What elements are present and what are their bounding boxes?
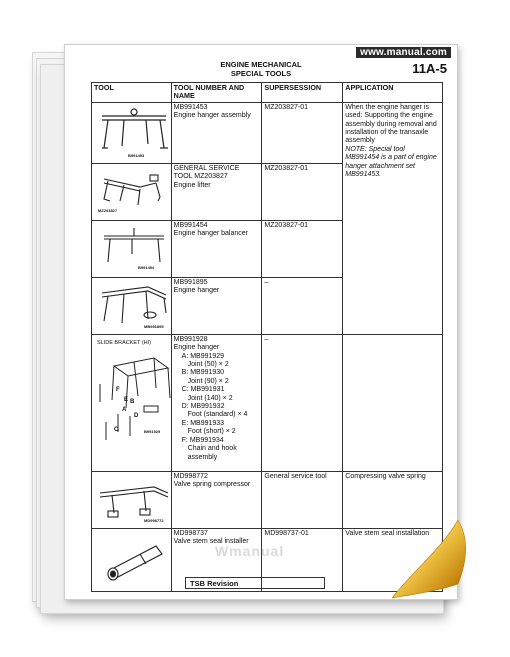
- tool-number: MB991454: [173, 221, 208, 229]
- figure-caption: SLIDE BRACKET (HI): [97, 339, 151, 346]
- tool-illustration: [92, 334, 172, 471]
- part-code: E: MB991933: [181, 419, 225, 427]
- tool-name: Engine hanger: [173, 287, 220, 295]
- part-desc: Joint (50) × 2: [187, 361, 229, 369]
- column-header-supersession: SUPERSESSION: [262, 83, 343, 103]
- manual-page: [64, 44, 458, 600]
- figure-label: B991929: [144, 428, 161, 434]
- tool-name: Engine hanger assembly: [173, 112, 251, 120]
- section-title: ENGINE MECHANICAL: [220, 60, 302, 69]
- tool-illustration: [92, 528, 172, 591]
- tool-illustration: [92, 163, 172, 220]
- site-watermark: www.manual.com: [356, 47, 451, 58]
- supersession-cell: MZ203827-01: [262, 163, 343, 220]
- tool-name: Engine hanger balancer: [173, 230, 248, 238]
- valve-stem-seal-installer-drawing: [94, 530, 174, 590]
- part-desc: Joint (90) × 2: [187, 377, 229, 385]
- part-code: F: MB991934: [181, 436, 224, 444]
- tool-number: MD998772: [173, 472, 208, 480]
- part-letter: C: [114, 426, 119, 433]
- tool-number: TOOL MZ203827: [173, 173, 228, 181]
- supersession-cell: General service tool: [262, 471, 343, 528]
- tool-number-cell: [171, 220, 262, 277]
- tool-number: MD998737: [173, 529, 208, 537]
- figure-label: MB991895: [144, 323, 164, 329]
- application-note: NOTE: Special tool MB991454 is a part of engine hanger attachment set MB991453.: [345, 145, 437, 179]
- table-row: [92, 471, 443, 528]
- figure-label: B991453: [128, 152, 145, 158]
- application-cell: [343, 334, 443, 471]
- tool-number-cell: [171, 471, 262, 528]
- tool-number: MB991928: [173, 335, 208, 343]
- center-watermark: Wmanual: [215, 543, 285, 559]
- tool-number-cell: [171, 102, 262, 163]
- figure-label: B991454: [138, 264, 155, 270]
- column-header-tool: TOOL: [92, 83, 172, 103]
- supersession-cell: –: [262, 334, 343, 471]
- part-code: B: MB991930: [181, 369, 225, 377]
- tool-name: Engine lifter: [173, 181, 211, 189]
- tool-name: Engine hanger: [173, 344, 220, 352]
- part-desc: Foot (short) × 2: [187, 428, 236, 436]
- column-header-application: APPLICATION: [343, 83, 443, 103]
- figure-label: MD998772: [144, 517, 164, 523]
- tool-illustration: [92, 277, 172, 334]
- application-cell: [343, 102, 443, 334]
- column-header-number: TOOL NUMBER AND NAME: [171, 83, 262, 103]
- part-letter: E: [124, 396, 129, 403]
- tool-number: GENERAL SERVICE: [173, 164, 240, 172]
- supersession-cell: MZ203827-01: [262, 102, 343, 163]
- table-row: [92, 102, 443, 163]
- page-number: 11A-5: [412, 61, 447, 76]
- part-desc: assembly: [187, 453, 218, 461]
- part-code: A: MB991929: [181, 352, 225, 360]
- supersession-cell: MD998737-01: [262, 528, 343, 591]
- part-letter: B: [130, 398, 135, 405]
- tool-number-cell: [171, 334, 262, 471]
- supersession-cell: –: [262, 277, 343, 334]
- part-letter: F: [116, 386, 120, 393]
- tool-number: MB991895: [173, 278, 208, 286]
- page-header: [65, 60, 457, 78]
- part-desc: Joint (140) × 2: [187, 394, 233, 402]
- engine-hanger-balancer-drawing: [94, 222, 174, 276]
- subsection-title: SPECIAL TOOLS: [230, 69, 292, 78]
- application-cell: Compressing valve spring: [343, 471, 443, 528]
- table-row: [92, 334, 443, 471]
- part-desc: Chain and hook: [187, 445, 237, 453]
- table-header-row: [92, 83, 443, 103]
- special-tools-table: [91, 82, 443, 592]
- tool-illustration: [92, 471, 172, 528]
- part-letter: D: [134, 412, 139, 419]
- tool-illustration: [92, 102, 172, 163]
- tsb-revision-box: TSB Revision: [185, 577, 325, 589]
- tool-name: Valve stem seal installer: [173, 538, 249, 546]
- page-curl-graphic: [392, 520, 470, 620]
- figure-label: MZ203827: [98, 207, 118, 213]
- application-text: When the engine hanger is used: Supporting the engine assembly during removal and installation of the transaxle assembly: [345, 103, 437, 145]
- part-letter: A: [122, 406, 127, 413]
- supersession-cell: MZ203827-01: [262, 220, 343, 277]
- tool-number-cell: [171, 277, 262, 334]
- tool-number-cell: [171, 163, 262, 220]
- part-code: C: MB991931: [181, 386, 225, 394]
- tool-name: Valve spring compressor: [173, 481, 251, 489]
- tool-illustration: [92, 220, 172, 277]
- application-cell: Valve stem seal installation: [343, 528, 443, 591]
- part-desc: Foot (standard) × 4: [187, 411, 248, 419]
- part-code: D: MB991932: [181, 403, 225, 411]
- tool-number: MB991453: [173, 103, 208, 111]
